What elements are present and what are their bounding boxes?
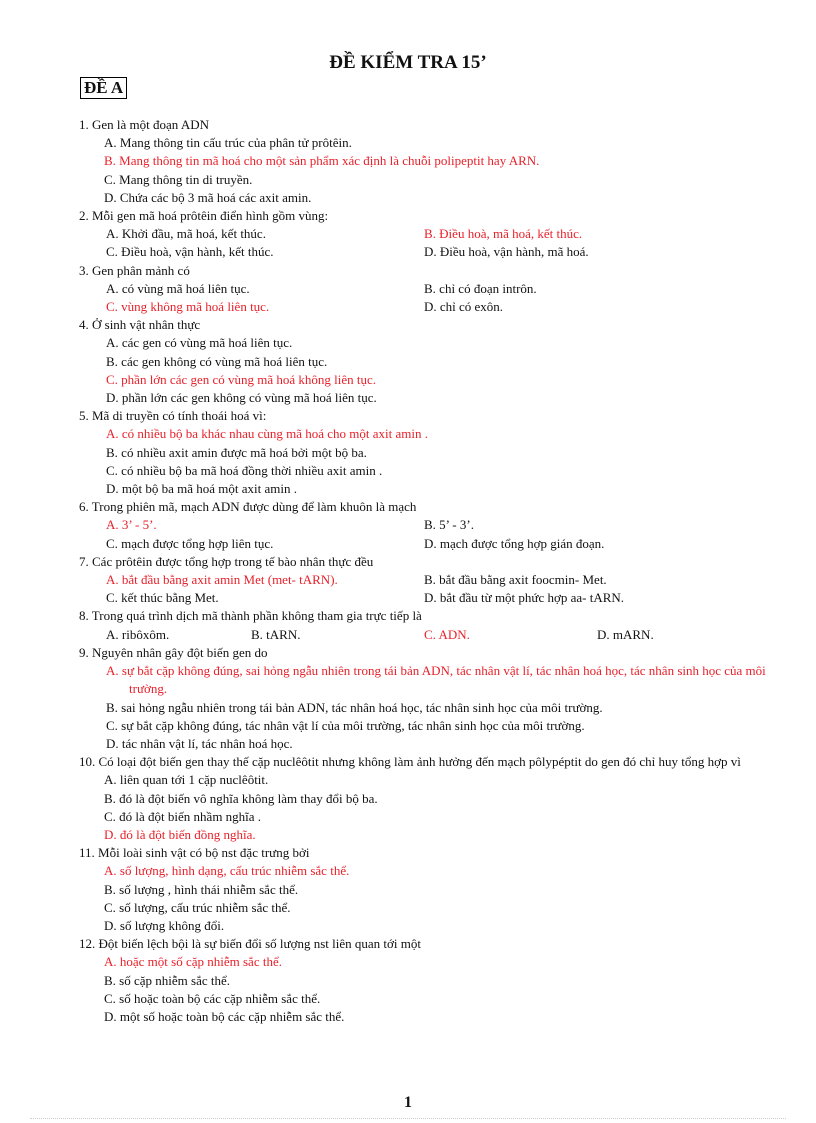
option-c: C. có nhiều bộ ba mã hoá đồng thời nhiều axit amin . — [106, 462, 383, 478]
question-text: 5. Mã di truyền có tính thoái hoá vì: — [79, 408, 267, 424]
option-b: B. tARN. — [251, 626, 301, 642]
footer-divider — [30, 1118, 786, 1119]
option-b: B. số lượng , hình thái nhiễm sắc thể. — [104, 881, 299, 897]
question-5 — [79, 407, 769, 498]
option-d: D. Chứa các bộ 3 mã hoá các axit amin. — [104, 189, 312, 205]
option-b: B. đó là đột biến vô nghĩa không làm thay đổi bộ ba. — [104, 790, 378, 806]
question-12 — [79, 935, 769, 1026]
question-list — [79, 116, 769, 1026]
option-a-correct: A. bắt đầu bằng axit amin Met (met- tARN). — [106, 572, 338, 588]
question-8 — [79, 607, 769, 643]
option-b: B. số cặp nhiễm sắc thể. — [104, 972, 230, 988]
option-a: A. ribôxôm. — [106, 626, 170, 642]
page-number: 1 — [404, 1094, 412, 1111]
option-a-correct: A. số lượng, hình dạng, cấu trúc nhiễm sắc thể. — [104, 863, 350, 879]
option-c: C. số lượng, cấu trúc nhiễm sắc thể. — [104, 899, 291, 915]
question-text: 10. Có loại đột biến gen thay thế cặp nuclêôtit nhưng không làm ảnh hưởng đến mạch pôlypéptit do gen đó chỉ huy tổng hợp vì — [79, 754, 741, 770]
option-c: C. mạch được tổng hợp liên tục. — [106, 535, 274, 551]
question-4 — [79, 316, 769, 407]
question-text: 7. Các prôtêin được tổng hợp trong tế bào nhân thực đều — [79, 553, 374, 569]
option-a-correct: A. có nhiều bộ ba khác nhau cùng mã hoá cho một axit amin . — [106, 426, 429, 442]
option-b: B. 5’ - 3’. — [424, 517, 474, 533]
option-c: C. Mang thông tin di truyền. — [104, 171, 253, 187]
option-d: D. phần lớn các gen không có vùng mã hoá liên tục. — [106, 390, 377, 406]
option-d-correct: D. đó là đột biến đồng nghĩa. — [104, 826, 256, 842]
option-a: A. Khởi đầu, mã hoá, kết thúc. — [106, 226, 266, 242]
option-b: B. bắt đầu bằng axit foocmin- Met. — [424, 572, 607, 588]
option-a: A. các gen có vùng mã hoá liên tục. — [106, 335, 293, 351]
question-9 — [79, 644, 769, 753]
option-d: D. một bộ ba mã hoá một axit amin . — [106, 481, 297, 497]
option-c: C. Điều hoà, vận hành, kết thúc. — [106, 244, 274, 260]
option-d: D. chỉ có exôn. — [424, 299, 504, 315]
option-b: B. chỉ có đoạn intrôn. — [424, 280, 537, 296]
question-text: 2. Mỗi gen mã hoá prôtêin điển hình gồm vùng: — [79, 208, 329, 224]
question-text: 4. Ở sinh vật nhân thực — [79, 317, 201, 333]
option-d: D. số lượng không đổi. — [104, 917, 225, 933]
option-a: A. có vùng mã hoá liên tục. — [106, 280, 250, 296]
question-6 — [79, 498, 769, 553]
question-11 — [79, 844, 769, 935]
option-c: C. sự bắt cặp không đúng, tác nhân vật lí của môi trường, tác nhân sinh học của môi trường. — [106, 717, 585, 733]
option-d: D. mạch được tổng hợp gián đoạn. — [424, 535, 605, 551]
question-7 — [79, 553, 769, 608]
option-a: A. Mang thông tin cấu trúc của phân tử prôtêin. — [104, 135, 352, 151]
question-text: 3. Gen phân mảnh có — [79, 262, 190, 278]
option-b: B. có nhiều axit amin được mã hoá bởi một bộ ba. — [106, 444, 367, 460]
question-text: 6. Trong phiên mã, mạch ADN được dùng để làm khuôn là mạch — [79, 499, 417, 515]
option-d: D. mARN. — [597, 626, 654, 642]
question-1 — [79, 116, 769, 207]
exam-variant-box: ĐỀ A — [80, 77, 127, 99]
option-b: B. sai hỏng ngẫu nhiên trong tái bản ADN, tác nhân hoá học, tác nhân sinh học của môi trường. — [106, 699, 603, 715]
option-a-text: A. sự bắt cặp không đúng, sai hỏng ngẫu nhiên trong tái bản ADN, tác nhân vật lí, tác nhân hoá học, tác nhân sinh học của môi trường. — [106, 663, 766, 697]
question-text: 11. Mỗi loài sinh vật có bộ nst đặc trưng bởi — [79, 845, 310, 861]
question-text: 9. Nguyên nhân gây đột biến gen do — [79, 644, 268, 660]
question-2 — [79, 207, 769, 262]
option-c: C. kết thúc bằng Met. — [106, 590, 219, 606]
question-10 — [79, 753, 769, 844]
question-text: 8. Trong quá trình dịch mã thành phần không tham gia trực tiếp là — [79, 608, 422, 624]
option-a: A. liên quan tới 1 cặp nuclêôtit. — [104, 772, 269, 788]
option-d: D. Điều hoà, vận hành, mã hoá. — [424, 244, 589, 260]
option-c-correct — [424, 626, 597, 644]
option-b-correct: B. Mang thông tin mã hoá cho một sản phẩm xác định là chuỗi polipeptit hay ARN. — [104, 153, 540, 169]
option-b: B. các gen không có vùng mã hoá liên tục. — [106, 353, 328, 369]
option-a-correct: A. hoặc một số cặp nhiễm sắc thể. — [104, 954, 282, 970]
option-c: C. số hoặc toàn bộ các cặp nhiễm sắc thể. — [104, 990, 321, 1006]
option-c: C. đó là đột biến nhầm nghĩa . — [104, 808, 262, 824]
option-c-correct: C. phần lớn các gen có vùng mã hoá không liên tục. — [106, 371, 377, 387]
option-a-correct — [79, 662, 769, 698]
question-3 — [79, 262, 769, 317]
option-b-correct: B. Điều hoà, mã hoá, kết thúc. — [424, 226, 583, 242]
option-c-correct: C. vùng không mã hoá liên tục. — [106, 299, 270, 315]
page-title: ĐỀ KIỂM TRA 15’ — [329, 52, 487, 73]
option-d: D. bắt đầu từ một phức hợp aa- tARN. — [424, 590, 625, 606]
option-d: D. một số hoặc toàn bộ các cặp nhiễm sắc thể. — [104, 1008, 345, 1024]
question-text: 1. Gen là một đoạn ADN — [79, 117, 209, 132]
option-d: D. tác nhân vật lí, tác nhân hoá học. — [106, 735, 293, 751]
question-text: 12. Đột biến lệch bội là sự biến đổi số lượng nst liên quan tới một — [79, 936, 421, 952]
option-a-correct: A. 3’ - 5’. — [106, 517, 157, 533]
option-c-text: C. ADN. — [424, 626, 470, 642]
